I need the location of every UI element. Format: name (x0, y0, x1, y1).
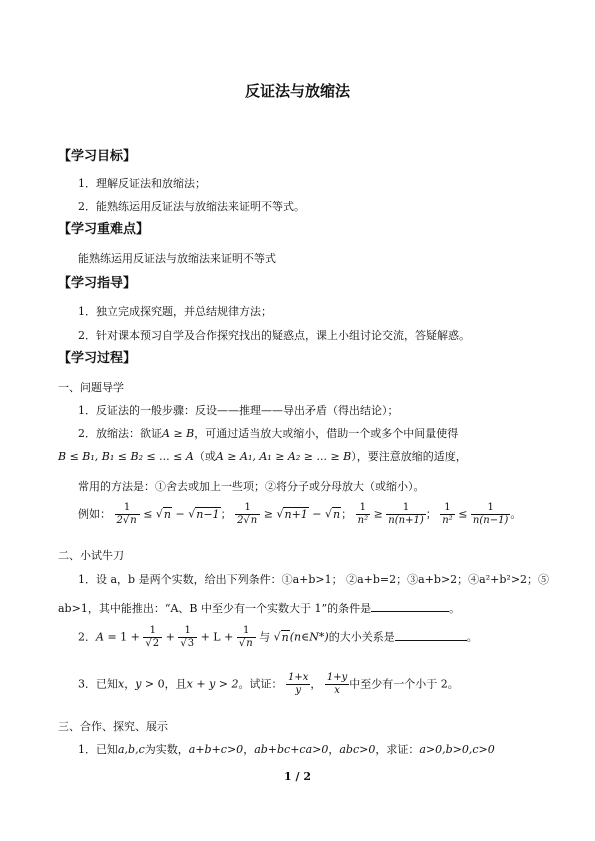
part1-item2 (78, 425, 458, 441)
guide-1: 1．独立完成探究题，并总结规律方法； (78, 305, 272, 318)
chain-mid: （或 (193, 450, 216, 463)
ex4-rhs: $\frac{1}{n(n-1)}$ (472, 502, 509, 526)
key-text: 能熟练运用反证法与放缩法来证明不等式 (78, 252, 276, 265)
goal-2: 2．能熟练运用反证法与放缩法来证明不等式。 (78, 200, 305, 213)
q3-end: 中至少有一个小于 2。 (349, 677, 459, 691)
ex2-rhs: ≥ √n+1 − √n (263, 507, 341, 521)
examples: 例如： $\frac{1}{2√n}$ ≤ √n − √n−1； $\frac{1}{2√n}$ ≥ √n+1 − √n； $\frac{1}{\text{n²}}$ ≥ $\frac{1}{n(n+1)}$ ； $\frac{1}{\text{n²}}$ ≤ $\frac{1}{n(n-1)}$ 。 (78, 502, 522, 526)
ex1-rhs: ≤ √n − √n−1 (143, 507, 220, 521)
q3-line: 3．已知x，y > 0，且x + y > 2。试证： $\frac{1+x}{y}$ ， $\frac{1+y}{x}$ 中至少有一个小于 2。 (78, 672, 459, 696)
item2-a: 2．放缩法：欲证 (78, 427, 162, 440)
ex4-lhs: $\frac{1}{\text{n²}}$ (442, 502, 453, 526)
part1-heading: 一、问题导学 (58, 381, 124, 394)
q1-line2 (58, 600, 460, 616)
p3q1-prove: ，求证： (375, 743, 420, 756)
guide-2: 2．针对课本预习自学及合作探究找出的疑惑点，课上小组讨论交流，答疑解惑。 (78, 329, 470, 342)
ex2-frac: $\frac{1}{2√n}$ (235, 502, 260, 527)
goal-1: 1．理解反证法和放缩法； (78, 177, 206, 190)
chain-2: A ≥ A₁, A₁ ≥ A₂ ≥ ... ≥ B (215, 450, 352, 463)
chain-end: ），要注意放缩的适度， (351, 450, 467, 463)
section-process: 【学习过程】 (58, 351, 137, 366)
section-guide: 【学习指导】 (58, 276, 137, 291)
part2-heading: 二、小试牛刀 (58, 549, 124, 562)
item2-ineq: A ≥ B (162, 427, 195, 440)
part1-item2-line2 (58, 448, 467, 464)
q2-line: 2．A = 1 + $\frac{1}{√2}$ + $\frac{1}{√3}$ + L + $\frac{1}{√n}$ 与 √n(n∈N*)的大小关系是 。 (78, 625, 478, 649)
part3-q1: 1．已知a,b,c为实数，a+b+c>0，ab+bc+ca>0，abc>0，求证：a>0,b>0,c>0 (78, 743, 495, 756)
part1-common: 常用的方法是：①舍去或加上一些项；②将分子或分母放大（或缩小）。 (78, 480, 425, 493)
page-title: 反证法与放缩法 (244, 82, 350, 100)
q2-answer-blank[interactable] (395, 640, 467, 641)
chain-1: B ≤ B₁, B₁ ≤ B₂ ≤ ... ≤ A (58, 450, 194, 463)
p3q1-label: 1．已知 (78, 743, 118, 756)
part1-item1: 1．反证法的一般步骤：反设——推理——导出矛盾（得出结论）； (78, 404, 399, 417)
page-number: 1 / 2 (284, 770, 311, 783)
ex3-lhs: $\frac{1}{\text{n²}}$ (357, 502, 369, 526)
q1-line1: 1．设 a，b 是两个实数，给出下列条件：①a+b>1； ②a+b=2；③a+b>2；④a²+b²>2；⑤ (78, 573, 550, 586)
ex1-frac: $\frac{1}{2√n}$ (115, 502, 140, 527)
item2-b: ，可通过适当放大或缩小，借助一个或多个中间量使得 (194, 427, 459, 440)
q3-prove: 。试证： (238, 677, 283, 691)
q3-mid: ，且 (164, 677, 187, 691)
section-goals: 【学习目标】 (58, 149, 137, 164)
ex3-rhs: $\frac{1}{n(n+1)}$ (388, 502, 424, 526)
q3-label: 3．已知 (78, 677, 118, 691)
part3-heading: 三、合作、探究、展示 (58, 720, 168, 733)
q2-label: 2． (78, 630, 96, 644)
q1-end: 。 (449, 602, 461, 615)
q2-end: 。 (466, 630, 478, 644)
section-key: 【学习重难点】 (58, 222, 150, 237)
q2-text: 的大小关系是 (328, 630, 395, 644)
q1-answer-blank[interactable] (371, 611, 449, 612)
q1-text: ab>1，其中能推出：“A、B 中至少有一个实数大于 1”的条件是 (58, 602, 372, 615)
example-label: 例如： (78, 507, 111, 521)
p3q1-text: 为实数， (144, 743, 189, 756)
